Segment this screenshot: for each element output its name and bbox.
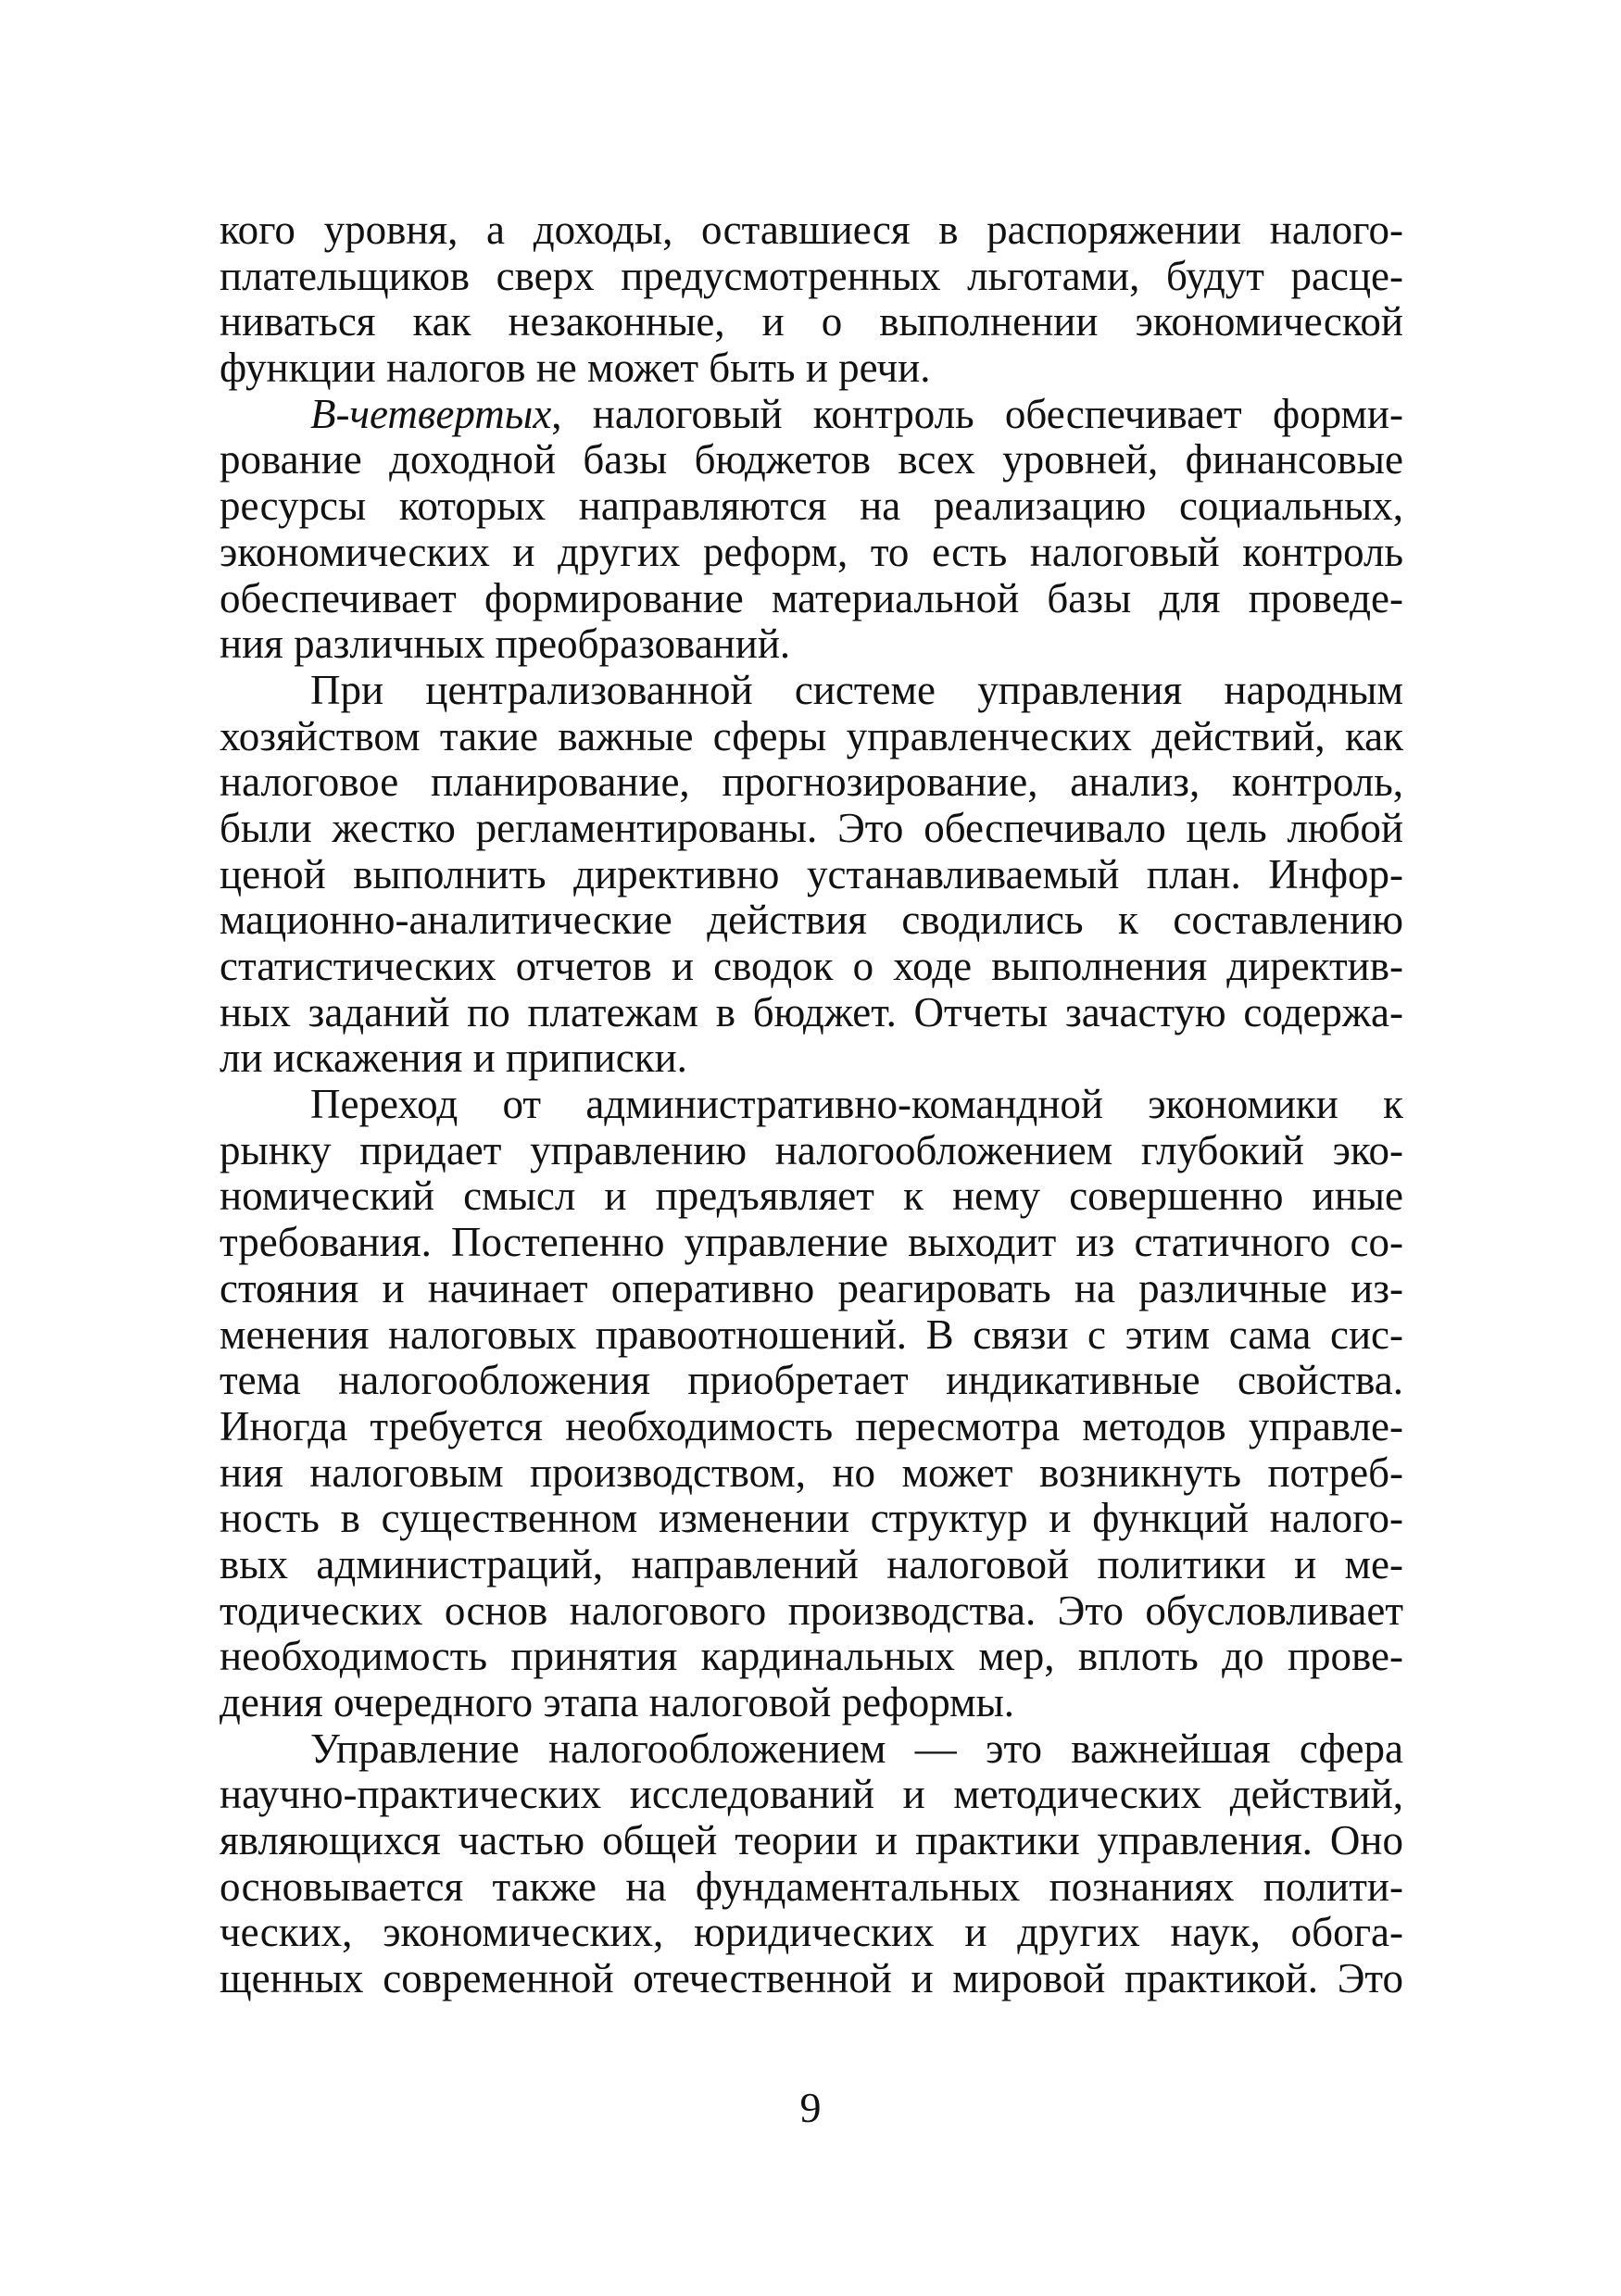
text-line: Управление налогообложением — это важнейшая сфера (310, 1725, 1403, 1772)
paragraph-1 (220, 207, 1403, 392)
text-line: рынку придает управлению налогообложением глубокий эко- (220, 1126, 1403, 1173)
text-line: ческих, экономических, юридических и других наук, обога- (220, 1909, 1403, 1956)
text-line: ных заданий по платежам в бюджет. Отчеты зачастую содержа- (220, 988, 1403, 1035)
text-line: вых администраций, направлений налоговой политики и ме- (220, 1540, 1403, 1587)
text-line: плательщиков сверх предусмотренных льготами, будут расце- (220, 252, 1403, 299)
text-line: необходимость принятия кардинальных мер, вплоть до прове- (220, 1633, 1403, 1680)
text-line: хозяйством такие важные сферы управленческих действий, как (220, 712, 1403, 759)
text-line: ресурсы которых направляются на реализацию социальных, (220, 483, 1403, 530)
text-line (220, 392, 1403, 438)
text-line: менения налоговых правоотношений. В связи с этим сама сис- (220, 1311, 1403, 1358)
text-line: ценой выполнить директивно устанавливаемый план. Инфор- (220, 850, 1403, 897)
paragraph-3 (220, 668, 1403, 1082)
paragraph-2 (220, 392, 1403, 668)
text-line: обеспечивает формирование материальной базы для проведе- (220, 574, 1403, 621)
text-line: научно-практических исследований и методических действий, (220, 1771, 1403, 1818)
text-line: ния налоговым производством, но может возникнуть потреб- (220, 1449, 1403, 1496)
text-line: основывается также на фундаментальных познаниях полити- (220, 1863, 1403, 1910)
text-line: являющихся частью общей теории и практики управления. Оно (220, 1817, 1403, 1864)
text-line: дения очередного этапа налоговой реформы. (220, 1679, 1015, 1725)
text-line: Иногда требуется необходимость пересмотра методов управле- (220, 1402, 1403, 1449)
text-line: тодических основ налогового производства. Это обусловливает (220, 1587, 1403, 1634)
text-line: ния различных преобразований. (220, 621, 791, 668)
text-line: При централизованной системе управления народным (310, 666, 1403, 713)
italic-lead-word: В-четвертых (310, 390, 552, 437)
text-line: ли искажения и приписки. (220, 1035, 687, 1082)
text-line: были жестко регламентированы. Это обеспечивало цель любой (220, 804, 1403, 851)
text-line: тема налогообложения приобретает индикативные свойства. (220, 1357, 1403, 1404)
text-line: ниваться как незаконные, и о выполнении экономической (220, 298, 1403, 345)
text-line: рование доходной базы бюджетов всех уровней, финансовые (220, 436, 1403, 483)
text-line: номический смысл и предъявляет к нему совершенно иные (220, 1173, 1403, 1220)
text-line: щенных современной отечественной и мировой практикой. Это (220, 1955, 1403, 2002)
text-line: мационно-аналитические действия сводились к составлению (220, 897, 1403, 944)
body-text (220, 207, 1403, 2002)
text-line-rest: , налоговый контроль обеспечивает форми- (551, 390, 1403, 437)
text-line: Переход от административно-командной экономики к (310, 1081, 1403, 1128)
text-line: ность в существенном изменении структур и функций налого- (220, 1495, 1403, 1542)
text-line: стояния и начинает оперативно реагировать на различные из- (220, 1264, 1403, 1311)
text-line: статистических отчетов и сводок о ходе выполнения директив- (220, 943, 1403, 989)
text-line: налоговое планирование, прогнозирование, анализ, контроль, (220, 759, 1403, 806)
text-line: требования. Постепенно управление выходит из статичного со- (220, 1219, 1403, 1266)
page-number: 9 (799, 2084, 822, 2131)
text-line: кого уровня, а доходы, оставшиеся в распоряжении налого- (220, 207, 1403, 253)
text-line: экономических и других реформ, то есть налоговый контроль (220, 528, 1403, 575)
paragraph-4 (220, 1082, 1403, 1726)
text-line: функции налогов не может быть и речи. (220, 345, 931, 392)
paragraph-5 (220, 1726, 1403, 2002)
